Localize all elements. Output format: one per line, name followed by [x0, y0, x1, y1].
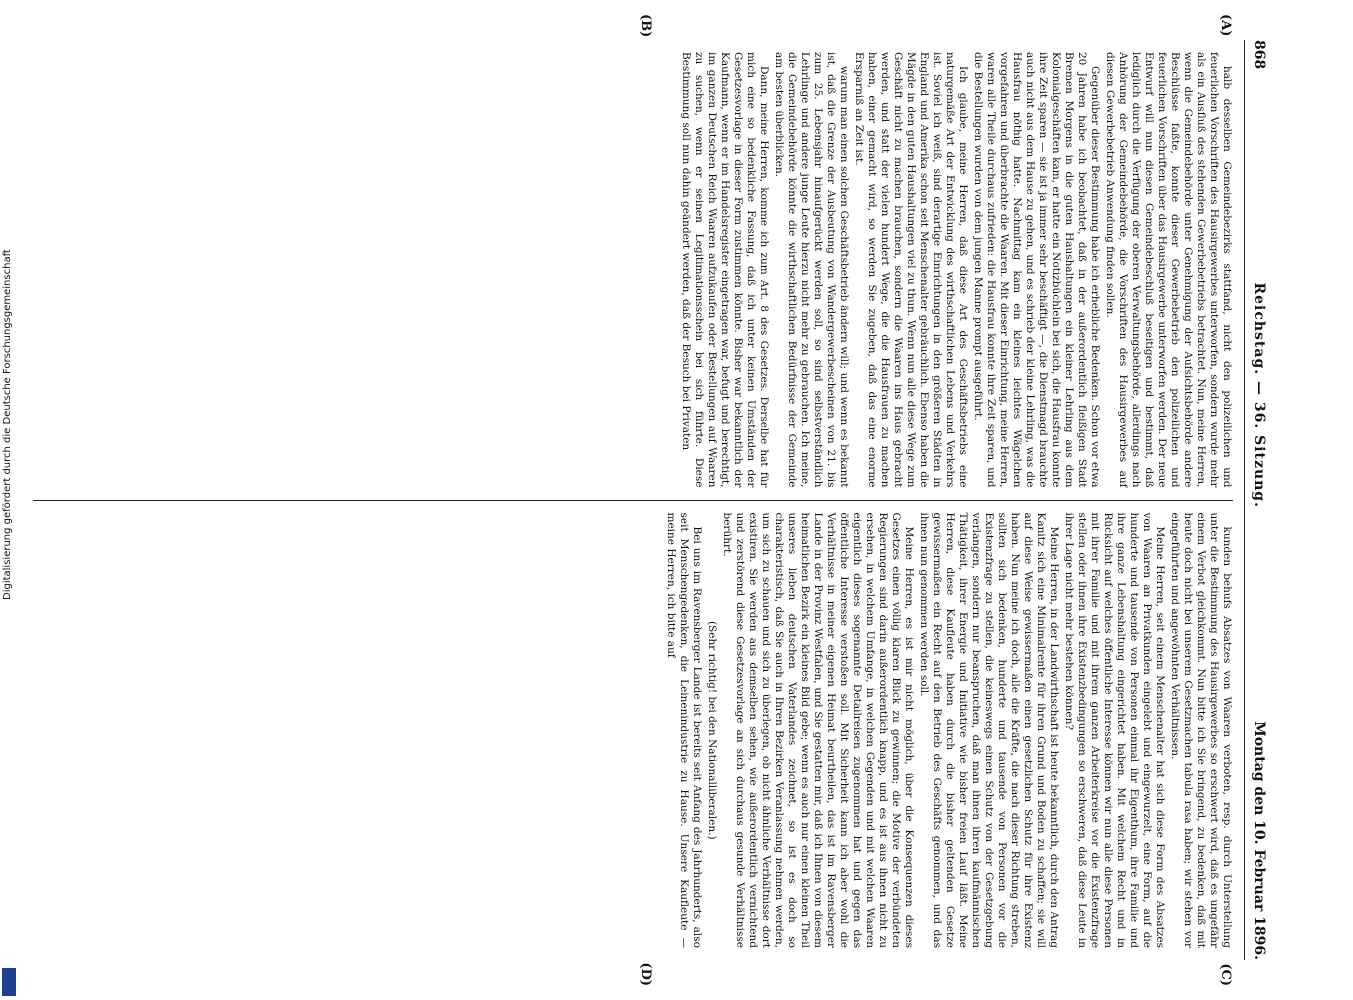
paragraph: Meine Herren, es ist mir nicht möglich, über die Konsequenzen dieses Gesetzes einen völlig klaren Blick zu gewinnen; die Motive der verbündeten Regierungen sind darin außerordentlich knapp, und es ist aus ihnen nicht zu ersehen, in welchem Umfange, in welchen Gegenden und mit welchen Waaren eigentlich dieses sogenannte Detailreisen zugenommen hat und gegen das öffentliche Interesse verstoßen soll. Mit Sicherheit kann ich aber wohl die Verhältnisse in meiner eigenen Heimat beurtheilen, das ist im Ravensberger Lande in der Provinz Westfalen, und Sie gestatten mir, daß ich Ihnen von diesem heimatlichen Bezirk ein kleines Bild gebe; wenn es auch nur einen kleinen Theil unseres lieben deutschen Vaterlandes zeichnet, so ist es doch so charakteristisch, daß Sie auch in Ihren Bezirken Veranlassung nehmen werden, um sich zu schauen und sich zu überlegen, ob nicht ähnliche Verhältnisse dort existiren. Sie werden aus demselben sehen, wie außerordentlich vernichtend und zerstörend diese Gesetzesvorlage an sich durchaus gesunde Verhältnisse berührt. — [721, 512, 915, 948]
page-header — [1244, 40, 1273, 960]
page-number: 868 — [1251, 40, 1267, 70]
margin-marker-c: (C) — [1218, 963, 1233, 986]
paragraph: Meine Herren, seit einem Menschenalter hat sich diese Form des Absatzes von Waaren an Privatkunden eingelebt und eingewurzelt, eine Form, auf die hunderte und tausende von Personen einmal ihr Eigenthum, ihre Familie und ihre ganze Lebenshaltung eingerichtet haben. Mit welchem Recht und in Rücksicht auf welches öffentliche Interesse können wir nun alle diese Personen mit ihrer Familie und mit ihrem ganzen Arbeiterkreise vor die Existenzfrage stellen oder ihnen ihre Existenzbedingungen so erschweren, daß diese Leute in ihrer Lage nicht mehr bestehen können? — [1063, 512, 1166, 948]
paragraph: Ich glaube, meine Herren, daß diese Art des Geschäftsbetriebs eine naturgemäße Art der Entwicklung des wirthschaftlichen Lebens und Verkehrs ist. Soviel ich weiß, sind derartige Einrichtungen in den größeren Städten in England und Amerika schon seit Menschenalter gebräuchlich. Ebenso haben die Mägde in den guten Haushaltungen viel zu thun. Wenn nun alle diese Wege zum Geschäft nicht zu machen brauchen, sondern die Waaren ins Haus gebracht werden, und statt der vielen hundert Wege, die die Hausfrauen zu machen haben, einer gemacht wird, so werden Sie zugeben, daß das eine enorme Ersparniß an Zeit ist. — [853, 52, 969, 488]
margin-marker-a: (A) — [1218, 14, 1233, 37]
page-title: Reichstag. — 36. Sitzung. — [1251, 282, 1267, 508]
paragraph: (Sehr richtig! bei den Nationalliberalen.) — [706, 620, 718, 840]
paragraph: Dann, meine Herren, komme ich zum Art. 8 des Gesetzes. Derselbe hat für mich eine so bedenkliche Fassung, daß ich unter keinen Umständen der Gesetzesvorlage in dieser Form zustimmen könnte. Bisher war bekanntlich der Kaufmann, wenn er im Handelsregister eingetragen war, befugt und berechtigt, im ganzen Deutschen Reich Waaren aufzukaufen oder Bestellungen auf Waaren zu suchen, wenn er seinen Legitimationsschein bei sich führte. Diese Bestimmung soll nun dahin geändert werden, daß der Besuch bei Privaten — [680, 52, 770, 488]
paragraph: warum man einen solchen Geschäftsbetrieb ändern will; und wenn es bekannt ist, daß die Grenze der Ausbeutung von Wandergewerbescheinen von 21. bis zum 25. Lebensjahr hinaufgerückt werden soll, so sind selbstverständlich Lehrlinge und andere junge Leute hierzu nicht mehr zu gebrauchen. Ich meine, die Gemeindebehörde könnte die wirthschaftlichen Bedürfnisse der Gemeinde am besten überblicken. — [773, 52, 850, 488]
paragraph: Meine Herren, in der Landwirthschaft ist heute bekanntlich, durch den Antrag Kanitz sich eine Minimalrente für ihren Grund und Boden zu schaffen; sie will auf diese Weise gewissermaßen einen gesetzlichen Schutz für ihre Existenz haben. Nun meine ich doch, alle die Kräfte, die nach dieser Richtung streben, sollten sich bedenken, hunderte und tausende von Personen vor die Existenzfrage zu stellen, die keineswegs einen Schutz von der Gesetzgebung verlangen, sondern nur beanspruchen, daß man ihnen ihren kaufmännischen Thätigkeit, ihrer Energie und Initiative wie bisher freien Lauf läßt. Meine Herren, diese Kaufleute haben durch die bisher geltenden Gesetze gewissermaßen ein Recht auf den Betrieb des Geschäfts genommen, und das ihnen nun genommen werden soll. — [918, 512, 1060, 948]
paragraph: kunden behufs Absatzes von Waaren verboten, resp. durch Unterstellung unter die Bestimmung des Hausirgewerbes so erschwert wird, daß es ungefähr einem Verbot gleichkommt. Nun bitte ich Sie bringend, zu bedenken, daß mit heute doch nicht bei unserem Gesetzmachen tabula rasa haben; wir stehen vor eingeführten und angewöhnten Verhältnissen. — [1169, 512, 1233, 948]
margin-marker-b: (B) — [638, 14, 653, 38]
page-date: Montag den 10. Februar 1896. — [1251, 721, 1267, 960]
margin-marker-d: (D) — [638, 962, 653, 986]
paragraph: Gegenüber dieser Bestimmung habe ich erhebliche Bedenken. Schon vor etwa 20 Jahren habe ich beobachtet, daß in der außerordentlich fleißigen Stadt Bremen Morgens in die guten Haushaltungen ein kleiner Lehrling aus dem Kolonialgeschäften kam, er hatte ein Notizbüchlein bei sich, die Hausfrau konnte ihre Zeit sparen — sie ist ja immer sehr beschäftigt —, die Dienstmagd brauchte auch nicht aus dem Hause zu gehen, und es schrieb der kleine Lehrling, was die Hausfrau nöthig hatte. Nachmittag kam ein kleines leichtes Wägelchen vorgefahren und überbrachte die Waaren. Mit dieser Einrichtung, meine Herren, waren alle Theile durchaus zufrieden: die Hausfrau konnte ihre Zeit sparen, und die Bestellungen wurden von dem jungen Manne prompt ausgeführt. — [972, 52, 1101, 488]
paragraph: halb desselben Gemeindebezirks stattfand, nicht den polizeilichen und feuerlichen Vorschriften des Hausirgewerbes unterworfen, sondern wurde mehr als ein Ausfluß des stehenden Gewerbebetriebs betrachtet. Nun, meine Herren, wenn die Gemeindebehörde unter Genehmigung der Aufsichtsbehörde andere Beschlüsse faßte, konnte dieser Gewerbebetrieb den polizeilichen und feuerlichen Vorschriften über das Hausirgewerbe unterworfen werden. Der neue Entwurf will nun diesen Gemeindebeschluß beseitigen und bestimmt, daß lediglich durch die Verfügung der oberen Verwaltungsbehörde, allerdings nach Anhörung der Gemeindebehörde, die Vorschriften des Hausirgewerbes auf diesen Gewerbebetrieb Anwendung finden sollen. — [1104, 52, 1233, 488]
right-column — [33, 501, 1233, 961]
text-columns — [33, 40, 1233, 960]
digitization-credit: Digitalisierung gefördert durch die Deutsche Forschungsgemeinschaft — [2, 249, 13, 600]
rotated-page — [33, 14, 1273, 986]
left-column — [33, 40, 1233, 500]
paragraph: Bei uns im Ravensberger Lande ist bereits seit Anfang des Jahrhunderts, also seit Menschengedenken, die Leinenindustrie zu Hause. Unsere Kaufleute — meine Herren, ich bitte auf — [665, 512, 703, 948]
dfg-logo — [2, 968, 16, 996]
